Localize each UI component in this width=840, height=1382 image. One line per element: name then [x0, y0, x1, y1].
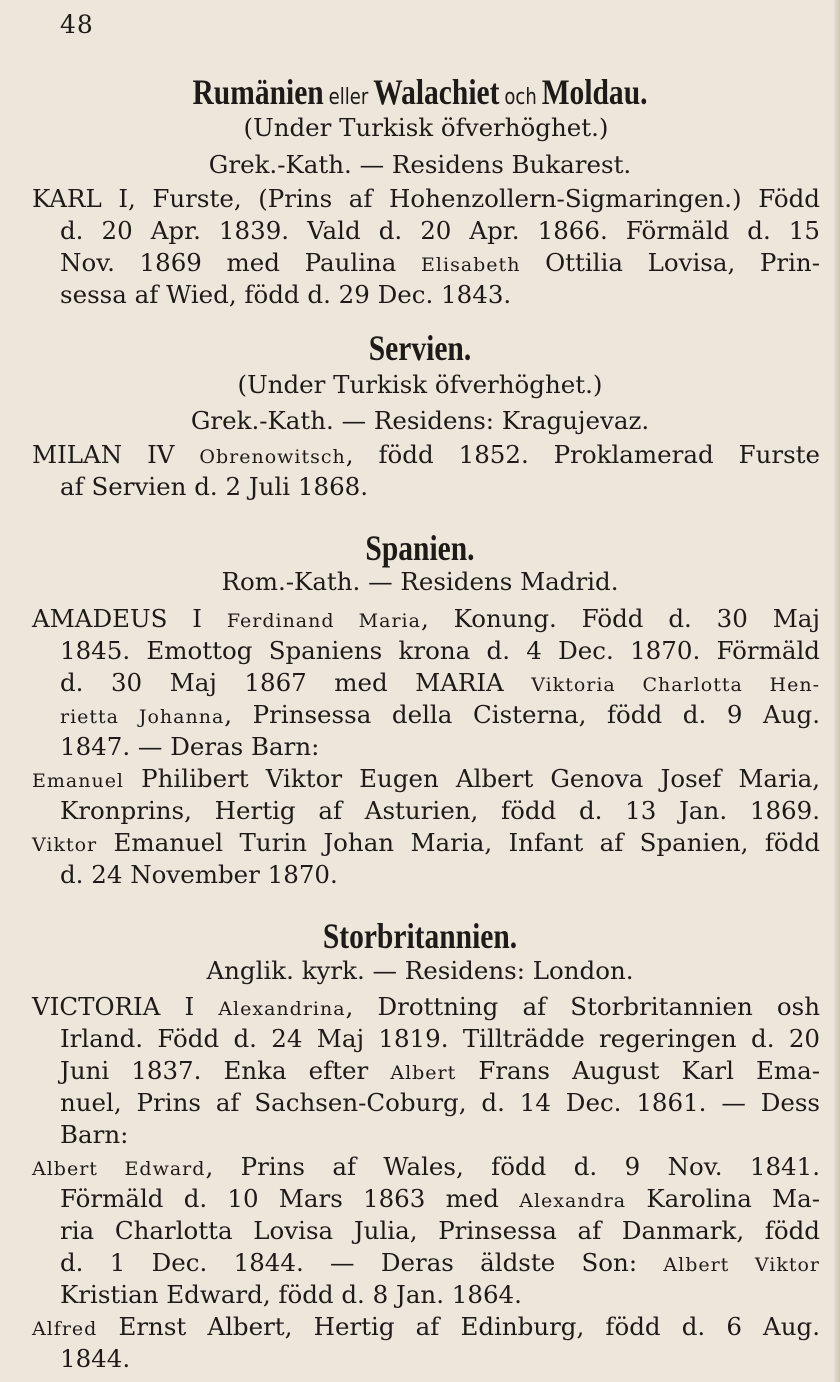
heading-romania-part2: Walachiet	[373, 72, 500, 112]
text-segment: KARL I, Furste, (Prins af Hohenzollern-Sigmaringen.) Född	[32, 184, 820, 213]
text-segment: , Prinsessa della Cisterna, född d. 9 Aug.	[224, 700, 820, 729]
britain-text-line: nuel, Prins af Sachsen-Coburg, d. 14 Dec. 1861. — Dess	[60, 1088, 820, 1117]
romania-text-line	[32, 183, 820, 215]
serbia-text-line: af Servien d. 2 Juli 1868.	[60, 472, 369, 501]
name-smallcaps: Alexandrina	[218, 998, 346, 1020]
britain-text-line: Barn:	[60, 1120, 129, 1149]
text-segment: Emanuel Turin Johan Maria, Infant af Spanien, född	[97, 828, 820, 857]
page-edge	[834, 0, 840, 1382]
text-segment: , Konung. Född d. 30 Maj	[420, 604, 821, 633]
text-segment: MILAN IV	[32, 440, 200, 469]
text-segment: Frans August Karl Ema-	[456, 1056, 820, 1085]
spain-text-line	[32, 827, 820, 861]
spain-text-line: 1847. — Deras Barn:	[60, 732, 320, 761]
text-segment: Philibert Viktor Eugen Albert Genova Josef Maria,	[124, 764, 820, 793]
name-smallcaps: Albert Edward	[32, 1158, 206, 1180]
serbia-text-line	[32, 439, 820, 473]
name-smallcaps: Viktoria Charlotta Hen-	[531, 674, 820, 696]
name-smallcaps: Ferdinand Maria	[226, 610, 421, 632]
name-smallcaps: Alexandra	[519, 1190, 627, 1212]
text-segment: Ernst Albert, Hertig af Edinburg, född d. 6 Aug.	[97, 1312, 820, 1341]
name-smallcaps: Elisabeth	[421, 254, 521, 276]
text-segment: Ottilia Lovisa, Prin-	[520, 248, 820, 277]
romania-residence: Grek.-Kath. — Residens Bukarest.	[208, 150, 632, 179]
spain-text-line	[32, 603, 820, 637]
heading-serbia: Servien.	[368, 328, 472, 368]
name-smallcaps: Albert	[390, 1062, 457, 1084]
heading-romania-part1: Rumänien	[192, 72, 324, 112]
heading-romania-eller: eller	[328, 85, 369, 110]
spain-text-line	[60, 699, 820, 733]
text-segment: d. 30 Maj 1867 med MARIA	[60, 668, 532, 697]
text-segment: VICTORIA I	[32, 992, 219, 1021]
britain-text-line	[60, 1183, 820, 1217]
name-smallcaps: Viktor	[32, 834, 98, 856]
text-segment: d. 1 Dec. 1844. — Deras äldste Son:	[60, 1248, 664, 1277]
britain-text-line: Irland. Född d. 24 Maj 1819. Tillträdde regeringen d. 20	[60, 1024, 820, 1053]
text-segment: AMADEUS I	[32, 604, 227, 633]
spain-text-line	[32, 763, 820, 797]
text-segment: , Prins af Wales, född d. 9 Nov. 1841.	[205, 1152, 820, 1181]
text-segment: Förmäld d. 10 Mars 1863 med	[60, 1184, 520, 1213]
britain-text-line	[32, 1151, 820, 1185]
spain-text-line: 1845. Emottog Spaniens krona d. 4 Dec. 1870. Förmäld	[60, 636, 820, 665]
text-segment: Karolina Ma-	[626, 1184, 820, 1213]
name-smallcaps: Alfred	[32, 1318, 98, 1340]
heading-britain: Storbritannien.	[322, 916, 518, 956]
britain-text-line	[60, 1247, 820, 1281]
heading-romania-part3: Moldau.	[541, 72, 648, 112]
text-segment: , Drottning af Storbritannien osh	[345, 992, 820, 1021]
spain-residence: Rom.-Kath. — Residens Madrid.	[221, 567, 619, 596]
serbia-subtitle: (Under Turkisk öfverhöghet.)	[237, 370, 603, 399]
text-segment: , född 1852. Proklamerad Furste	[345, 440, 820, 469]
britain-text-line: 1844.	[60, 1344, 131, 1373]
spain-text-line: d. 24 November 1870.	[60, 860, 338, 889]
name-smallcaps: Albert Viktor	[663, 1254, 820, 1276]
name-smallcaps: Emanuel	[32, 770, 125, 792]
romania-text-line: sessa af Wied, född d. 29 Dec. 1843.	[60, 280, 512, 309]
serbia-residence: Grek.-Kath. — Residens: Kragujevaz.	[190, 406, 650, 435]
spain-text-line	[60, 667, 820, 701]
name-smallcaps: Obrenowitsch	[199, 446, 346, 468]
text-segment: Juni 1837. Enka efter	[60, 1056, 391, 1085]
text-segment: Nov. 1869 med Paulina	[60, 248, 422, 277]
britain-text-line	[32, 991, 820, 1025]
page-number: 48	[60, 10, 94, 39]
name-smallcaps: rietta Johanna	[60, 706, 225, 728]
britain-text-line: ria Charlotta Lovisa Julia, Prinsessa af Danmark, född	[60, 1216, 820, 1245]
spain-text-line: Kronprins, Hertig af Asturien, född d. 13 Jan. 1869.	[60, 796, 820, 825]
heading-spain: Spanien.	[365, 528, 475, 568]
romania-text-line: d. 20 Apr. 1839. Vald d. 20 Apr. 1866. Förmäld d. 15	[60, 216, 820, 245]
romania-subtitle: (Under Turkisk öfverhöghet.)	[243, 113, 609, 142]
heading-romania-och: och	[504, 85, 537, 110]
britain-residence: Anglik. kyrk. — Residens: London.	[206, 956, 634, 985]
britain-text-line: Kristian Edward, född d. 8 Jan. 1864.	[60, 1280, 522, 1309]
britain-text-line	[60, 1055, 820, 1089]
britain-text-line	[32, 1311, 820, 1345]
romania-text-line	[60, 247, 820, 281]
